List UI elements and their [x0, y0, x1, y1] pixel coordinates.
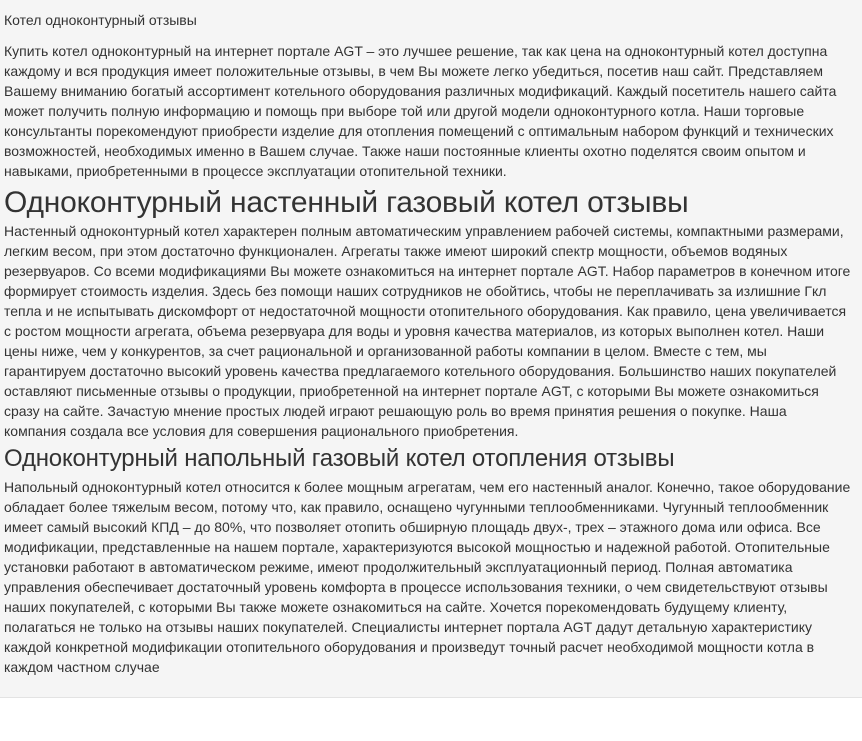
wall-boiler-heading: Одноконтурный настенный газовый котел отзывы	[4, 186, 689, 219]
floor-boiler-text: Напольный одноконтурный котел относится к более мощным агрегатам, чем его настенный аналог. Конечно, такое оборудование обладает более тяжелым весом, потому что, как правило, оснащено чугунными теплообменниками. Чугунный теплообменник имеет самый высокий КПД – до 80%, что позволяет отопить обширную площадь двух-, трех – этажного дома или офиса. Все модификации, представленные на нашем портале, характеризуются высокой мощностью и надежной работой. Отопительные установки работают в автоматическом режиме, имеют продолжительный эксплуатационный период. Полная автоматика управления обеспечивает достаточный уровень комфорта в процессе использования техники, о чем свидетельствуют отзывы наших покупателей, с которыми Вы также можете ознакомиться на сайте. Хочется порекомендовать будущему клиенту, полагаться не только на отзывы наших покупателей. Специалисты интернет портала AGT дадут детальную характеристику каждой конкретной модификации отопительного оборудования и произведут точный расчет необходимой мощности котла в каждом частном случае	[4, 479, 851, 675]
intro-paragraph: Купить котел одноконтурный на интернет портале AGT – это лучшее решение, так как цена на одноконтурный котел доступна каждому и вся продукция имеет положительные отзывы, в чем Вы можете легко убедиться, посетив наш сайт. Представляем Вашему вниманию богатый ассортимент котельного оборудования различных модификаций. Каждый посетитель нашего сайта может получить полную информацию и помощь при выборе той или другой модели одноконтурного котла. Наши торговые консультанты порекомендуют приобрести изделие для отопления помещений с оптимальным набором функций и технических возможностей, необходимых именно в Вашем случае. Также наши постоянные клиенты охотно поделятся своим опытом и навыками, приобретенными в процессе эксплуатации отопительной техники.	[4, 43, 837, 179]
floor-boiler-heading: Одноконтурный напольный газовый котел отопления отзывы	[4, 445, 675, 472]
page-title: Котел одноконтурный отзывы	[4, 12, 197, 28]
wall-boiler-text: Настенный одноконтурный котел характерен полным автоматическим управлением рабочей системы, компактными размерами, легким весом, при этом достаточно функционален. Агрегаты также имеют широкий спектр мощности, объемов водяных резервуаров. Со всеми модификациями Вы можете ознакомиться на интернет портале AGT. Набор параметров в конечном итоге формирует стоимость изделия. Здесь без помощи наших сотрудников не обойтись, чтобы не переплачивать за излишние Гкл тепла и не испытывать дискомфорт от недостаточной мощности отопительного оборудования. Как правило, цена увеличивается с ростом мощности агрегата, объема резервуара для воды и уровня качества материалов, из которых выполнен котел. Наши цены ниже, чем у конкурентов, за счет рациональной и организованной работы компании в целом. Вместе с тем, мы гарантируем достаточно высокий уровень качества предлагаемого котельного оборудования. Большинство наших покупателей оставляют письменные отзывы о продукции, приобретенной на интернет портале AGT, с которыми Вы можете ознакомиться сразу на сайте. Зачастую мнение простых людей играют решающую роль во время принятия решения о покупке. Наша компания создала все условия для совершения рационального приобретения.	[4, 223, 851, 439]
